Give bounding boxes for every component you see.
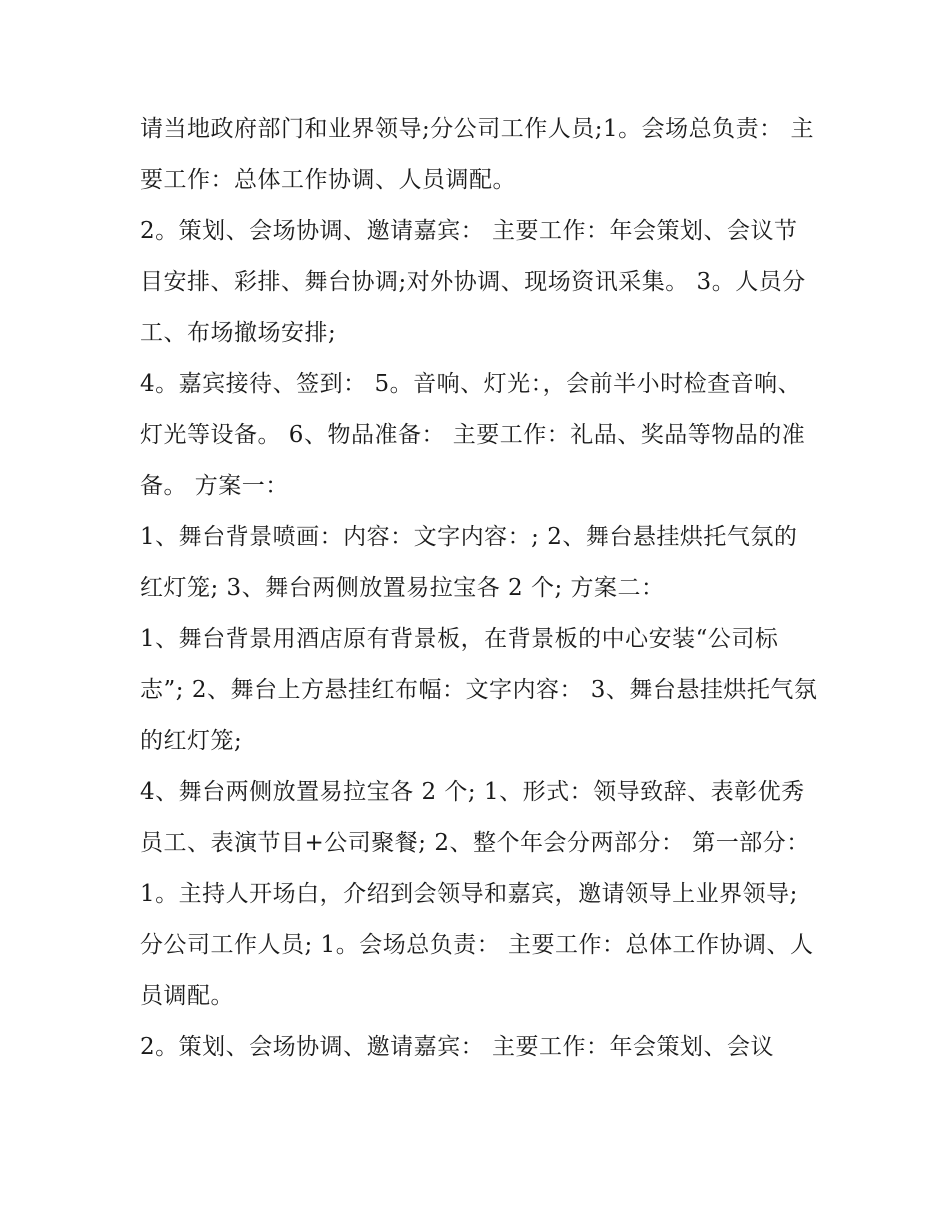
paragraph-7: 1。主持人开场白，介绍到会领导和嘉宾，邀请领导上业界领导;分公司工作人员; 1。会场总负责： 主要工作：总体工作协调、人员调配。 (140, 881, 814, 1009)
paragraph-6: 4、舞台两侧放置易拉宝各 2 个; 1、形式：领导致辞、表彰优秀员工、表演节目+公司聚餐; 2、整个年会分两部分： 第一部分： (140, 779, 810, 856)
paragraph-3: 4。嘉宾接待、签到： 5。音响、灯光：，会前半小时检查音响、灯光等设备。 6、物品准备： 主要工作：礼品、奖品等物品的准备。 方案一： (140, 371, 806, 499)
paragraph-2: 2。策划、会场协调、邀请嘉宾： 主要工作：年会策划、会议节目安排、彩排、舞台协调;对外协调、现场资讯采集。 3。人员分工、布场撤场安排; (140, 218, 806, 346)
paragraph-1: 请当地政府部门和业界领导;分公司工作人员;1。会场总负责： 主要工作：总体工作协调、人员调配。 (140, 116, 814, 193)
paragraph-8: 2。策划、会场协调、邀请嘉宾： 主要工作：年会策划、会议 (140, 1034, 774, 1060)
paragraph-4: 1、舞台背景喷画：内容：文字内容：; 2、舞台悬挂烘托气氛的红灯笼; 3、舞台两侧放置易拉宝各 2 个; 方案二： (140, 524, 798, 601)
paragraph-5: 1、舞台背景用酒店原有背景板，在背景板的中心安装“公司标志”; 2、舞台上方悬挂红布幅：文字内容： 3、舞台悬挂烘托气氛的红灯笼; (140, 626, 818, 754)
document-body (140, 104, 820, 1073)
